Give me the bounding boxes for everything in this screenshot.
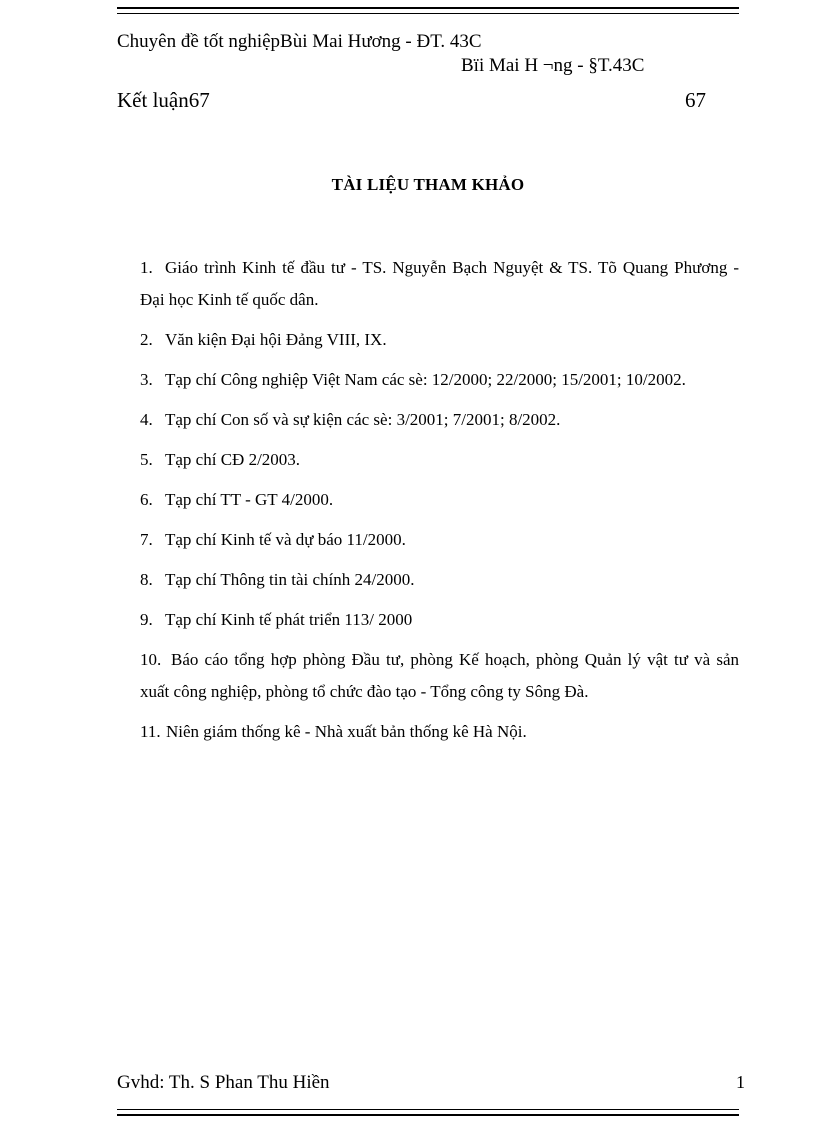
reference-text: Tạp chí Kinh tế phát triển 113/ 2000 [165,610,413,629]
reference-item [140,404,739,436]
reference-number: 1. [140,258,153,277]
header-page-ref: 67 [685,88,706,112]
reference-number: 8. [140,570,153,589]
reference-number: 7. [140,530,153,549]
page-title: TÀI LIỆU THAM KHẢO [331,175,525,194]
reference-item [140,484,739,516]
reference-text: Văn kiện Đại hội Đảng VIII, IX. [165,330,387,349]
reference-text: Niên giám thống kê - Nhà xuất bản thống kê Hà Nội. [166,722,527,741]
reference-number: 11. [140,722,161,741]
reference-number: 2. [140,330,153,349]
reference-text: Tạp chí Kinh tế và dự báo 11/2000. [165,530,406,549]
reference-item [140,444,739,476]
reference-number: 9. [140,610,153,629]
header-line-1: Chuyên đề tốt nghiệpBùi Mai Hương - ĐT. 43C [117,31,482,52]
footer-page-number: 1 [736,1072,745,1092]
header-section: Kết luận67 [117,88,210,112]
reference-item [140,364,739,396]
reference-text: Tạp chí Thông tin tài chính 24/2000. [165,570,415,589]
reference-text: Báo cáo tổng hợp phòng Đầu tư, phòng Kế hoạch, phòng Quản lý vật tư và sản xuất công nghiệp, phòng tổ chức đào tạo - Tổng công ty Sông Đà. [140,650,739,701]
reference-item [140,324,739,356]
reference-number: 4. [140,410,153,429]
bottom-rule-thin [117,1109,739,1110]
reference-text: Tạp chí Con số và sự kiện các sè: 3/2001; 7/2001; 8/2002. [165,410,561,429]
reference-text: Giáo trình Kinh tế đầu tư - TS. Nguyễn Bạch Nguyệt & TS. Tõ Quang Phương - Đại học Kinh tế quốc dân. [140,258,739,309]
reference-item [140,524,739,556]
reference-number: 10. [140,650,162,669]
reference-item [140,564,739,596]
reference-number: 3. [140,370,153,389]
reference-number: 6. [140,490,153,509]
top-rule-thin [117,13,739,14]
reference-text: Tạp chí Công nghiệp Việt Nam các sè: 12/2000; 22/2000; 15/2001; 10/2002. [165,370,686,389]
reference-text: Tạp chí TT - GT 4/2000. [165,490,334,509]
reference-item [140,604,739,636]
reference-item [140,716,739,748]
reference-item [140,644,739,708]
reference-item [140,252,739,316]
top-rule-thick [117,7,739,9]
reference-text: Tạp chí CĐ 2/2003. [165,450,301,469]
header-line-2: Bïi Mai H ¬ng - §T.43C [461,55,645,76]
reference-list [140,252,739,756]
bottom-rule-thick [117,1114,739,1116]
footer-supervisor: Gvhd: Th. S Phan Thu Hiền [117,1072,330,1093]
reference-number: 5. [140,450,153,469]
